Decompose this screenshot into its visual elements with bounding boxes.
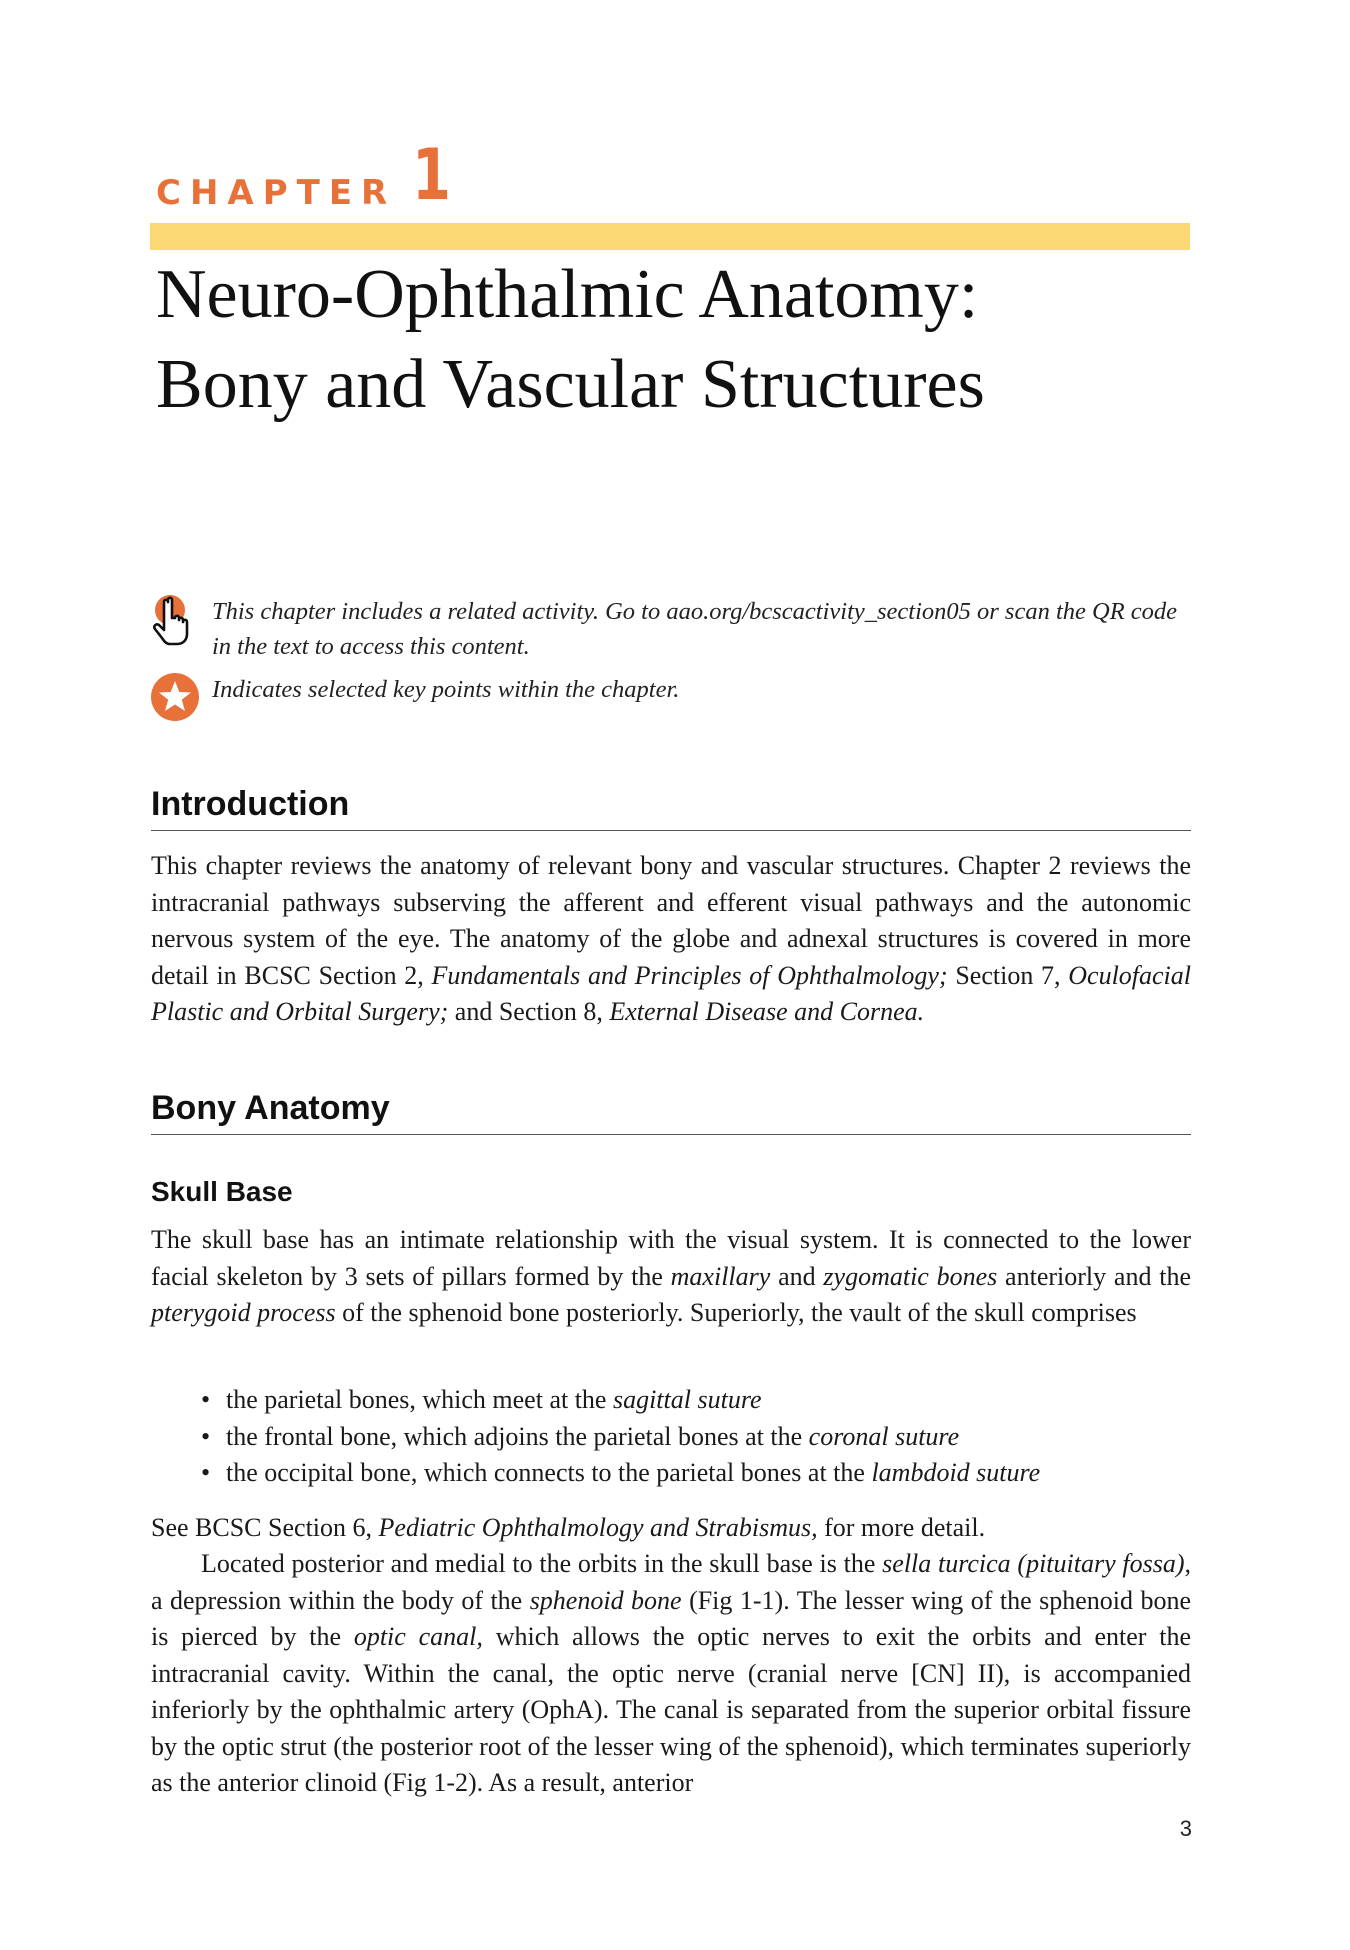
chapter-title-line-2: Bony and Vascular Structures	[156, 346, 985, 423]
text-run: See BCSC Section 6,	[151, 1513, 379, 1542]
text-run: a depression within the body of the	[151, 1585, 530, 1615]
list-item-text: the occipital bone, which connects to the parietal bones at the	[226, 1458, 872, 1487]
chapter-number: 1	[412, 134, 452, 216]
page-number: 3	[1179, 1816, 1192, 1841]
text-run-italic: Pediatric Ophthalmology and Strabismus,	[378, 1513, 818, 1542]
bony-anatomy-heading: Bony Anatomy	[151, 1088, 1191, 1135]
key-points-note-text: Indicates selected key points within the chapter.	[212, 676, 680, 703]
skull-base-paragraph	[151, 1222, 1191, 1332]
activity-note	[150, 594, 1195, 664]
activity-note-text: This chapter includes a related activity. Go to aao.org/bcscactivity_section05 or scan the QR code in the text to access this content.	[212, 598, 1178, 660]
text-run: for more detail.	[817, 1513, 986, 1542]
text-run: anteriorly and the	[997, 1261, 1191, 1291]
introduction-heading: Introduction	[151, 784, 1191, 831]
chapter-title-bar	[150, 223, 1190, 250]
text-run-italic: Oculofacial Plastic and Orbital Surgery;	[151, 960, 1192, 1026]
text-run-italic: optic canal,	[353, 1622, 483, 1651]
see-also-paragraph	[151, 1510, 1191, 1547]
pointing-hand-icon	[150, 594, 200, 650]
key-points-note	[150, 672, 1195, 728]
text-run-italic: External Disease and Cornea.	[609, 997, 925, 1026]
text-run: Located posterior and medial to the orbits in the skull base is the	[201, 1549, 883, 1578]
skull-base-subheading: Skull Base	[151, 1176, 293, 1207]
list-item-term: sagittal suture	[612, 1385, 762, 1414]
text-run: and	[770, 1261, 824, 1291]
list-item	[151, 1419, 1191, 1456]
list-item	[151, 1382, 1191, 1419]
text-run-italic: pterygoid process	[151, 1298, 336, 1327]
chapter-title	[156, 250, 1186, 430]
text-run: The skull base has an intimate relationship with the visual system. It is connected to the lower facial skeleton by 3 sets of pillars formed by the	[151, 1225, 1191, 1291]
sella-turcica-paragraph	[151, 1546, 1191, 1802]
chapter-title-line-1: Neuro-Ophthalmic Anatomy:	[156, 256, 979, 333]
star-badge-icon	[150, 672, 200, 728]
introduction-paragraph	[151, 848, 1191, 1031]
text-run: (Fig 1-1). The lesser wing of the sphenoid bone is pierced by the	[151, 1585, 1192, 1651]
list-item-term: lambdoid suture	[871, 1458, 1041, 1487]
text-run-italic: sella turcica (pituitary fossa),	[882, 1549, 1191, 1578]
list-item-text: the parietal bones, which meet at the	[226, 1385, 613, 1414]
text-run: This chapter reviews the anatomy of relevant bony and vascular structures. Chapter 2 reviews the intracranial pathways subserving the afferent and efferent visual pathways and the autonomic nervous system of the eye. The anatomy of the globe and adnexal structures is covered in more detail in BCSC Section 2,	[151, 851, 1191, 990]
text-run: which allows the optic nerves to exit the orbits and enter the intracranial cavity. Within the canal, the optic nerve (cranial nerve [CN] II), is accompanied inferiorly by the ophthalmic artery (OphA). The canal is separated from the superior orbital fissure by the optic strut (the posterior root of the lesser wing of the sphenoid), which terminates superiorly as the anterior clinoid (Fig 1-2). As a result, anterior	[151, 1622, 1192, 1797]
text-run-italic: Fundamentals and Principles of Ophthalmology;	[431, 960, 948, 990]
skull-vault-list	[151, 1382, 1191, 1492]
chapter-label	[156, 134, 461, 216]
text-run: of the sphenoid bone posteriorly. Superiorly, the vault of the skull comprises	[335, 1298, 1137, 1327]
text-run-italic: sphenoid bone	[529, 1585, 682, 1615]
chapter-word: CHAPTER	[156, 173, 397, 213]
text-run: Section 7,	[947, 960, 1069, 990]
list-item-text: the frontal bone, which adjoins the parietal bones at the	[226, 1421, 809, 1451]
text-run-italic: maxillary	[670, 1261, 771, 1291]
text-run-italic: zygomatic bones	[823, 1261, 998, 1291]
list-item-term: coronal suture	[808, 1421, 960, 1451]
text-run: and Section 8,	[448, 997, 610, 1026]
list-item	[151, 1455, 1191, 1492]
